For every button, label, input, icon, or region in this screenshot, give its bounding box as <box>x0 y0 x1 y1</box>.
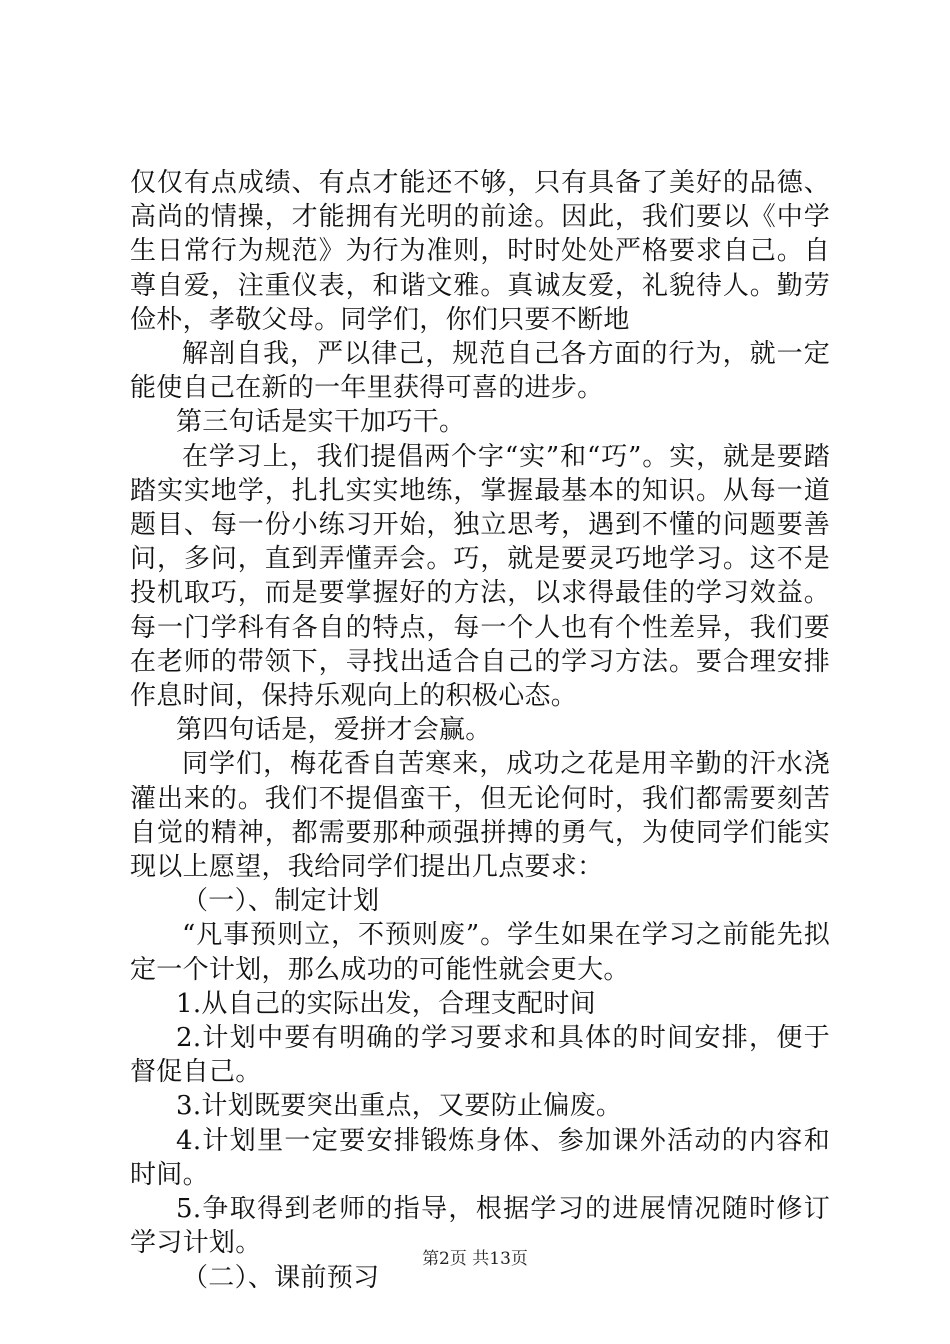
page-footer: 第2页 共13页 <box>422 1249 528 1269</box>
list-item-5: 5.争取得到老师的指导，根据学习的进展情况随时修订学习计划。 <box>130 1194 830 1259</box>
list-item-2: 2.计划中要有明确的学习要求和具体的时间安排，便于督促自己。 <box>130 1023 830 1088</box>
section-heading-1: （一）、制定计划 <box>182 886 380 917</box>
paragraph-8: “凡事预则立，不预则废”。学生如果在学习之前能先拟定一个计划，那么成功的可能性就会更大。 <box>130 920 830 985</box>
paragraph-1: 仅仅有点成绩、有点才能还不够，只有具备了美好的品德、高尚的情操，才能拥有光明的前途。因此，我们要以《中学生日常行为规范》为行为准则，时时处处严格要求自己。自尊自爱，注重仪表，和谐文雅。真诚友爱，礼貌待人。勤劳俭朴，孝敬父母。同学们，你们只要不断地 <box>130 168 830 335</box>
list-item-1: 1.从自己的实际出发，合理支配时间 <box>176 988 596 1019</box>
paragraph-3-heading: 第三句话是实干加巧干。 <box>176 407 466 438</box>
paragraph-2: 解剖自我，严以律己，规范自己各方面的行为，就一定能使自己在新的一年里获得可喜的进步。 <box>130 339 830 404</box>
document-page <box>130 166 830 1295</box>
list-item-3: 3.计划既要突出重点，又要防止偏废。 <box>176 1091 623 1122</box>
paragraph-4: 在学习上，我们提倡两个字“实”和“巧”。实，就是要踏踏实实地学，扎扎实实地练，掌握最基本的知识。从每一道题目、每一份小练习开始，独立思考，遇到不懂的问题要善问，多问，直到弄懂弄会。巧，就是要灵巧地学习。这不是投机取巧，而是要掌握好的方法，以求得最佳的学习效益。每一门学科有各自的特点，每一个人也有个性差异，我们要在老师的带领下，寻找出适合自己的学习方法。要合理安排作息时间，保持乐观向上的积极心态。 <box>130 441 830 712</box>
paragraph-6: 同学们，梅花香自苦寒来，成功之花是用辛勤的汗水浇灌出来的。我们不提倡蛮干，但无论何时，我们都需要刻苦自觉的精神，都需要那种顽强拼搏的勇气，为使同学们能实现以上愿望，我给同学们提出几点要求： <box>130 749 830 883</box>
list-item-4: 4.计划里一定要安排锻炼身体、参加课外活动的内容和时间。 <box>130 1125 830 1190</box>
section-heading-2: （二）、课前预习 <box>182 1262 380 1293</box>
paragraph-5-heading: 第四句话是，爱拼才会赢。 <box>176 715 492 746</box>
